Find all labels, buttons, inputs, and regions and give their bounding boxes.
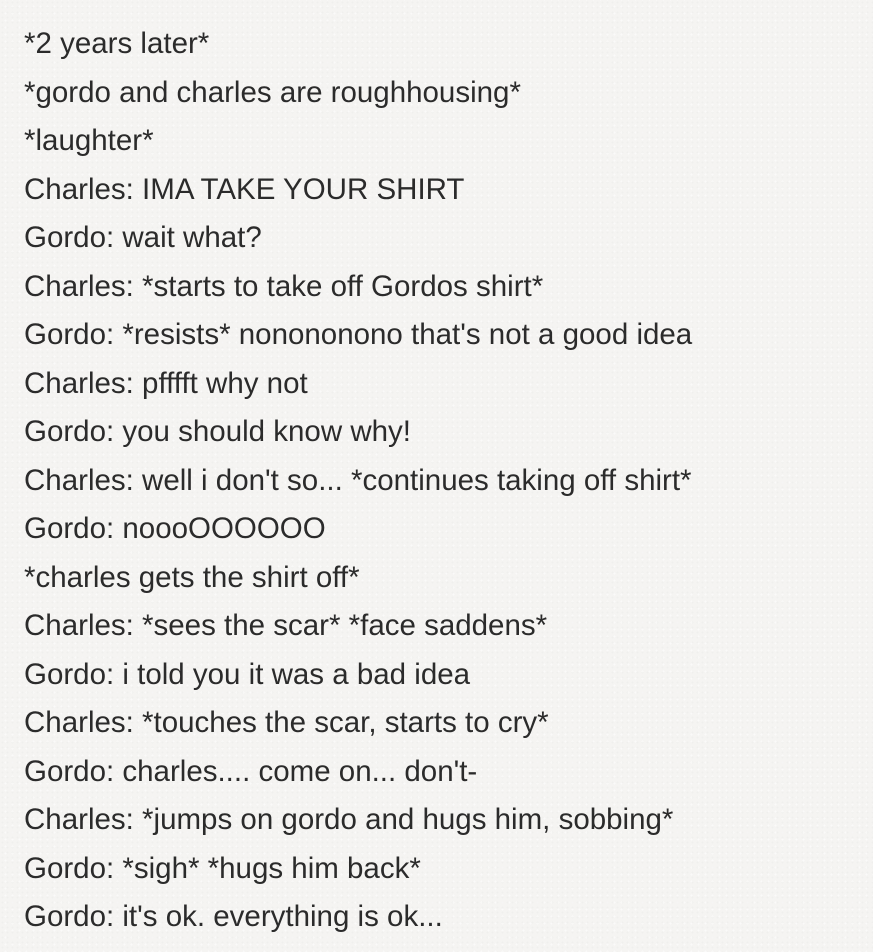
note-line: Gordo: noooOOOOOO xyxy=(24,512,326,545)
note-line: Charles: IMA TAKE YOUR SHIRT xyxy=(24,172,465,206)
note-line: Charles: *starts to take off Gordos shirt* xyxy=(24,269,544,303)
note-line: Charles: pfffft why not xyxy=(24,366,308,400)
note-line: Gordo: charles.... come on... don't- xyxy=(24,754,478,788)
note-line: *2 years later* xyxy=(24,27,210,60)
note-line: Charles: *jumps on gordo and hugs him, sobbing* xyxy=(24,803,674,836)
note-line: Gordo: it's ok. everything is ok... xyxy=(24,900,443,933)
note-line: Charles: *sees the scar* *face saddens* xyxy=(24,609,548,642)
note-line: Gordo: i told you it was a bad idea xyxy=(24,657,471,691)
note-line: Gordo: *resists* nonononono that's not a good idea xyxy=(24,318,693,351)
note-line: Gordo: *sigh* *hugs him back* xyxy=(24,851,421,885)
note-line: Gordo: you should know why! xyxy=(24,415,411,448)
note-line: Charles: *touches the scar, starts to cry* xyxy=(24,706,549,739)
note-line: *gordo and charles are roughhousing* xyxy=(24,75,521,109)
note-line: Gordo: wait what? xyxy=(24,221,262,254)
note-line: *charles gets the shirt off* xyxy=(24,560,360,594)
note-line: Charles: well i don't so... *continues taking off shirt* xyxy=(24,463,692,497)
note-line: *laughter* xyxy=(24,124,154,157)
